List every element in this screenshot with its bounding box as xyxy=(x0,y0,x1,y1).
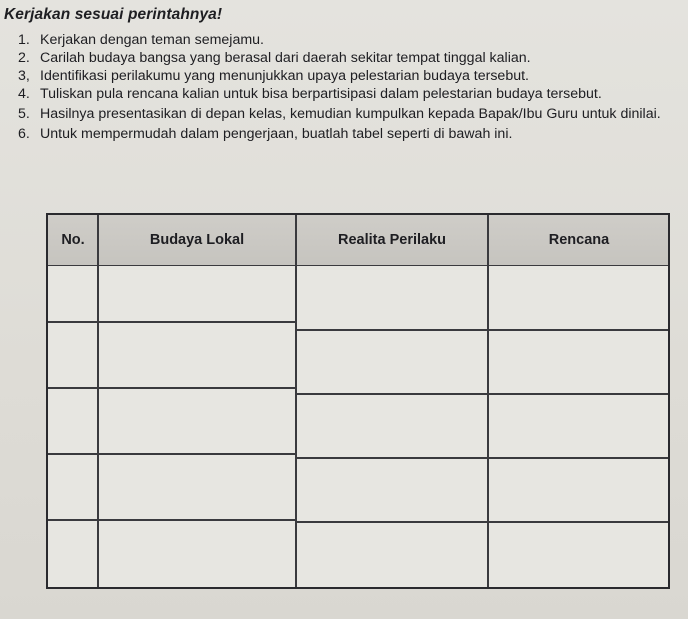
instruction-step xyxy=(18,32,682,49)
header-no: No. xyxy=(61,232,85,248)
column-divider xyxy=(97,215,99,587)
column-divider xyxy=(487,215,489,587)
row-divider xyxy=(296,329,668,331)
step-text: Tuliskan pula rencana kalian untuk bisa berpartisipasi dalam pelestarian budaya tersebut. xyxy=(40,86,602,102)
row-divider xyxy=(48,321,296,323)
instruction-step xyxy=(18,106,682,123)
header-rencana: Rencana xyxy=(548,232,610,248)
instruction-step xyxy=(18,68,682,85)
row-divider xyxy=(296,457,668,459)
column-divider xyxy=(295,215,297,587)
instruction-step xyxy=(18,86,682,103)
step-number: 2. xyxy=(18,50,30,66)
step-number: 6. xyxy=(18,126,30,142)
row-divider xyxy=(48,453,296,455)
step-number: 1. xyxy=(18,32,30,48)
step-number: 4. xyxy=(18,86,30,102)
row-divider xyxy=(48,519,296,521)
row-divider xyxy=(48,387,296,389)
step-number: 3, xyxy=(18,68,30,84)
step-number: 5. xyxy=(18,106,30,122)
instruction-step xyxy=(18,126,682,143)
activity-table xyxy=(46,213,670,589)
instruction-step xyxy=(18,50,682,67)
row-divider xyxy=(296,393,668,395)
instruction-list xyxy=(18,32,682,144)
table-header-row xyxy=(48,215,668,266)
step-text: Hasilnya presentasikan di depan kelas, kemudian kumpulkan kepada Bapak/Ibu Guru untuk dinilai. xyxy=(40,106,661,122)
instruction-title: Kerjakan sesuai perintahnya! xyxy=(4,6,223,23)
step-text: Kerjakan dengan teman semejamu. xyxy=(40,32,264,48)
header-realita-perilaku: Realita Perilaku xyxy=(338,232,446,248)
step-text: Untuk mempermudah dalam pengerjaan, buatlah tabel seperti di bawah ini. xyxy=(40,126,513,142)
step-text: Identifikasi perilakumu yang menunjukkan upaya pelestarian budaya tersebut. xyxy=(40,68,529,84)
step-text: Carilah budaya bangsa yang berasal dari daerah sekitar tempat tinggal kalian. xyxy=(40,50,531,66)
header-budaya-lokal: Budaya Lokal xyxy=(149,232,245,248)
row-divider xyxy=(296,521,668,523)
